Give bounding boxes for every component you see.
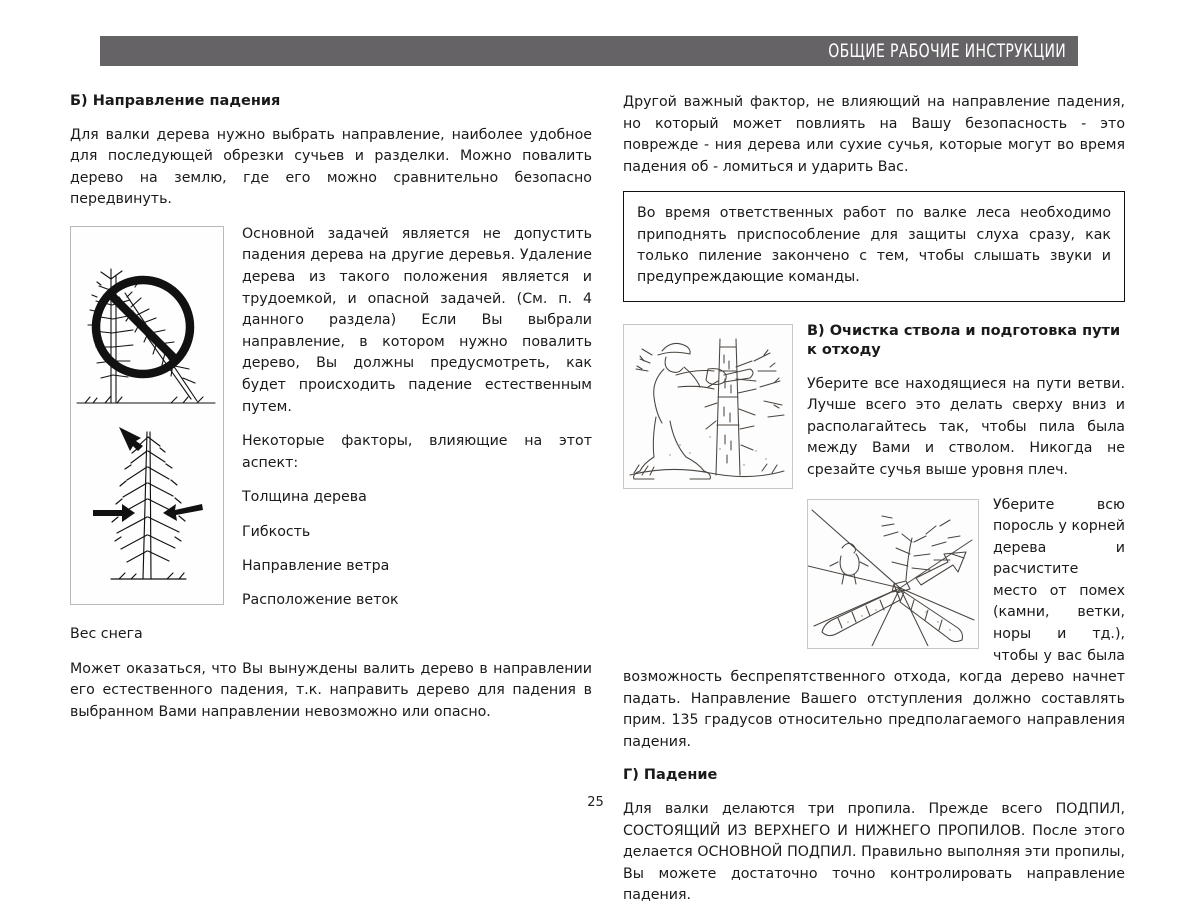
left-intro-paragraph: Для валки дерева нужно выбрать направление, наиболее удобное для последующей обрезки сучьев и разделки. Можно повалить дерево на землю, где его можно сравнительно безопасно передвинуть. [70,126,592,208]
factor-item: Направление ветра [242,557,390,574]
right-paragraph-3: Уберите всю поросль у корней дерева и расчистите место от помех (камни, ветки, норы и тд.), чтобы у вас была возможность беспрепятственного отхода, когда дерево начнет падать. Направление Вашего отступления должно составлять прим. 135 градусов относительно предполагаемого направления падения. [623,496,1125,750]
figure-retreat-path-illustration [807,499,979,649]
section-heading-v: В) Очистка ствола и подготовка пути к отходу [807,322,1121,359]
factor-item: Вес снега [70,626,143,643]
page-header-title: ОБЩИЕ РАБОЧИЕ ИНСТРУКЦИИ [828,40,1066,62]
right-paragraph-4-part3: Правильно выполняя эти пропилы, Вы можете достаточно точно контролировать направление падения. [623,844,1125,904]
left-paragraph-3: Некоторые факторы, влияющие на этот аспект: [242,433,592,471]
left-column [70,92,592,736]
left-paragraph-2: Основной задачей является не допустить падения дерева на другие деревья. Удаление дерева из такого положения является и трудоемкой, и опасной задачей. (См. п. 4 данного раздела) Если Вы выбрали направление, в котором нужно повалить дерево, Вы должны предусмотреть, как будет происходить падение естественным путем. [242,225,592,415]
factor-item: Толщина дерева [242,489,367,506]
factor-item: Гибкость [242,523,311,540]
right-paragraph-4-part1: Для валки делаются три пропила. Прежде всего [623,801,1056,818]
limbing-illustration-svg [624,325,790,486]
figure-limbing-illustration [623,324,793,489]
section-heading-g: Г) Падение [623,767,718,784]
retreat-path-illustration-svg [808,500,976,646]
right-paragraph-4-caps2: ОСНОВНОЙ ПОДПИЛ. [697,844,857,861]
section-heading-b: Б) Направление падения [70,93,281,109]
tree-illustration-svg [71,227,221,602]
warning-box-text: Во время ответственных работ по валке леса необходимо приподнять приспособление для защиты слуха сразу, как только пиление закончено с тем, чтобы слышать звуки и предупреждающие команды. [637,205,1111,286]
factor-item: Расположение веток [242,592,399,609]
left-paragraph-4: Может оказаться, что Вы вынуждены валить дерево в направлении его естественного падения, т.к. направить дерево для падения в выбранном Вами направлении невозможно или опасно. [70,660,592,720]
right-paragraph-1: Другой важный фактор, не влияющий на направление падения, но который может повлиять на Вашу безопасность - это поврежде - ния дерева или сухие сучья, которые могут во время падения об - ломиться и ударить Вас. [623,94,1125,175]
right-paragraph-4 [623,799,1125,907]
page-number: 25 [587,795,604,810]
right-paragraph-4-part2: После этого делается [623,822,1125,861]
figure-tree-direction-illustration [70,226,224,605]
right-paragraph-2: Уберите все находящиеся на пути ветви. Лучше всего это делать сверху вниз и располагайтесь так, чтобы пила была между Вами и стволом. Никогда не срезайте сучья выше уровня плеч. [807,375,1125,478]
warning-box [623,191,1125,301]
page-header-bar [100,36,1078,66]
right-paragraph-4-caps1: ПОДПИЛ, СОСТОЯЩИЙ ИЗ ВЕРХНЕГО И НИЖНЕГО ПРОПИЛОВ. [623,801,1125,839]
